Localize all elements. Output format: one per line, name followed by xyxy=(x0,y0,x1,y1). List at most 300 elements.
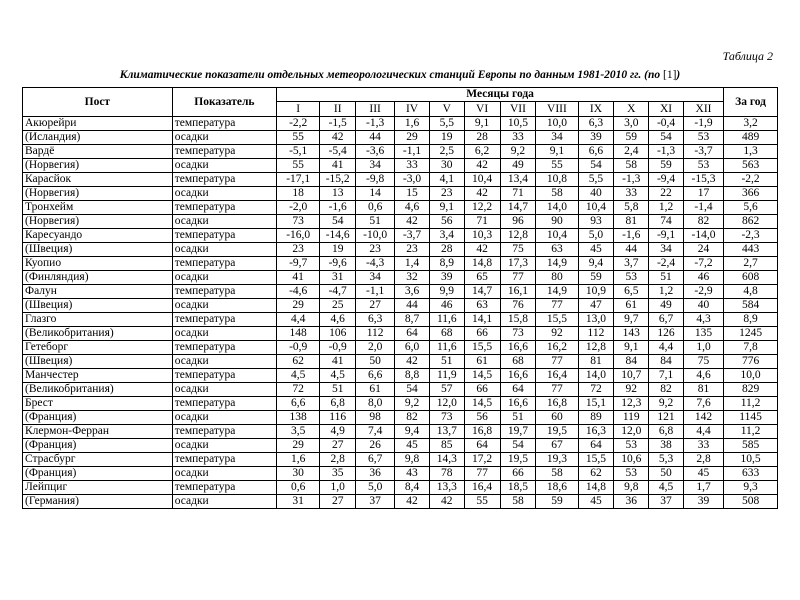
month-value-cell: 37 xyxy=(356,495,395,509)
month-value-cell: 10,7 xyxy=(614,369,649,383)
month-value-cell: 13,3 xyxy=(429,481,464,495)
station-name: Манчестер xyxy=(23,369,173,383)
year-value-cell: 2,7 xyxy=(724,257,778,271)
table-row xyxy=(23,467,778,481)
month-value-cell: 80 xyxy=(536,271,578,285)
year-value-cell: 11,2 xyxy=(724,425,778,439)
month-value-cell: 11,9 xyxy=(429,369,464,383)
month-value-cell: 53 xyxy=(683,159,723,173)
caption-reference: [1] xyxy=(662,69,677,81)
month-value-cell: 6,2 xyxy=(464,145,500,159)
caption-text: Климатические показатели отдельных метеорологических станций Европы по данным 1981-2010 гг. (по xyxy=(119,69,663,81)
month-value-cell: 60 xyxy=(536,411,578,425)
month-value-cell: -3,7 xyxy=(395,229,430,243)
month-value-cell: 33 xyxy=(395,159,430,173)
month-value-cell: 12,3 xyxy=(614,397,649,411)
month-value-cell: -2,0 xyxy=(277,201,320,215)
table-row xyxy=(23,299,778,313)
month-value-cell: 50 xyxy=(649,467,684,481)
month-value-cell: 96 xyxy=(500,215,536,229)
month-value-cell: 39 xyxy=(429,271,464,285)
month-value-cell: 23 xyxy=(429,187,464,201)
year-value-cell: 1245 xyxy=(724,327,778,341)
table-caption xyxy=(0,69,800,81)
header-month: V xyxy=(429,102,464,117)
indicator-cell: осадки xyxy=(172,327,276,341)
station-name: Клермон-Ферран xyxy=(23,425,173,439)
month-value-cell: 4,3 xyxy=(683,313,723,327)
table-row xyxy=(23,481,778,495)
month-value-cell: 23 xyxy=(395,243,430,257)
table-row xyxy=(23,201,778,215)
month-value-cell: 65 xyxy=(464,271,500,285)
month-value-cell: 19,5 xyxy=(500,453,536,467)
month-value-cell: 41 xyxy=(320,159,356,173)
month-value-cell: 1,0 xyxy=(320,481,356,495)
month-value-cell: 16,6 xyxy=(500,397,536,411)
month-value-cell: 12,8 xyxy=(500,229,536,243)
month-value-cell: 77 xyxy=(536,383,578,397)
month-value-cell: 27 xyxy=(320,495,356,509)
month-value-cell: 33 xyxy=(614,187,649,201)
month-value-cell: 74 xyxy=(649,215,684,229)
table-row xyxy=(23,173,778,187)
month-value-cell: 10,4 xyxy=(578,201,614,215)
month-value-cell: 64 xyxy=(464,439,500,453)
month-value-cell: 28 xyxy=(429,243,464,257)
header-month: IX xyxy=(578,102,614,117)
month-value-cell: 77 xyxy=(536,355,578,369)
month-value-cell: 10,8 xyxy=(536,173,578,187)
month-value-cell: 45 xyxy=(578,495,614,509)
month-value-cell: 27 xyxy=(320,439,356,453)
month-value-cell: -14,6 xyxy=(320,229,356,243)
month-value-cell: -0,9 xyxy=(320,341,356,355)
month-value-cell: 47 xyxy=(578,299,614,313)
header-indicator: Показатель xyxy=(172,88,276,117)
month-value-cell: 15,5 xyxy=(464,341,500,355)
month-value-cell: 62 xyxy=(578,467,614,481)
table-row xyxy=(23,495,778,509)
indicator-cell: осадки xyxy=(172,439,276,453)
station-name: Карасйок xyxy=(23,173,173,187)
table-row xyxy=(23,439,778,453)
month-value-cell: 51 xyxy=(320,383,356,397)
month-value-cell: 6,8 xyxy=(649,425,684,439)
month-value-cell: 14,1 xyxy=(464,313,500,327)
month-value-cell: 14,8 xyxy=(578,481,614,495)
month-value-cell: 6,3 xyxy=(356,313,395,327)
month-value-cell: 3,0 xyxy=(614,117,649,131)
month-value-cell: 45 xyxy=(395,439,430,453)
month-value-cell: 33 xyxy=(683,439,723,453)
month-value-cell: 9,8 xyxy=(614,481,649,495)
month-value-cell: 14,9 xyxy=(536,285,578,299)
month-value-cell: 39 xyxy=(683,495,723,509)
month-value-cell: 58 xyxy=(614,159,649,173)
month-value-cell: 13,7 xyxy=(429,425,464,439)
month-value-cell: -4,6 xyxy=(277,285,320,299)
table-row xyxy=(23,229,778,243)
table-number-label: Таблица 2 xyxy=(722,49,773,63)
month-value-cell: 36 xyxy=(614,495,649,509)
indicator-cell: осадки xyxy=(172,467,276,481)
month-value-cell: 71 xyxy=(500,187,536,201)
month-value-cell: 12,0 xyxy=(614,425,649,439)
month-value-cell: 18 xyxy=(277,187,320,201)
month-value-cell: 41 xyxy=(277,271,320,285)
month-value-cell: 41 xyxy=(320,355,356,369)
station-name: Лейпциг xyxy=(23,481,173,495)
month-value-cell: 44 xyxy=(614,243,649,257)
year-value-cell: 508 xyxy=(724,495,778,509)
month-value-cell: 53 xyxy=(683,131,723,145)
month-value-cell: -3,6 xyxy=(356,145,395,159)
month-value-cell: 29 xyxy=(277,299,320,313)
month-value-cell: 15,8 xyxy=(500,313,536,327)
month-value-cell: 5,5 xyxy=(429,117,464,131)
month-value-cell: 42 xyxy=(464,243,500,257)
month-value-cell: 19,7 xyxy=(500,425,536,439)
month-value-cell: 25 xyxy=(320,299,356,313)
month-value-cell: -9,6 xyxy=(320,257,356,271)
month-value-cell: 3,5 xyxy=(277,425,320,439)
month-value-cell: 7,6 xyxy=(683,397,723,411)
month-value-cell: 8,9 xyxy=(429,257,464,271)
month-value-cell: 81 xyxy=(614,215,649,229)
month-value-cell: 32 xyxy=(395,271,430,285)
month-value-cell: 142 xyxy=(683,411,723,425)
header-month: VII xyxy=(500,102,536,117)
month-value-cell: 5,8 xyxy=(614,201,649,215)
month-value-cell: 8,8 xyxy=(395,369,430,383)
month-value-cell: 7,1 xyxy=(649,369,684,383)
table-row xyxy=(23,313,778,327)
month-value-cell: 14,9 xyxy=(536,257,578,271)
month-value-cell: 38 xyxy=(649,439,684,453)
indicator-cell: осадки xyxy=(172,411,276,425)
month-value-cell: 31 xyxy=(277,495,320,509)
month-value-cell: 18,6 xyxy=(536,481,578,495)
month-value-cell: 1,2 xyxy=(649,285,684,299)
month-value-cell: 75 xyxy=(683,355,723,369)
month-value-cell: 5,3 xyxy=(649,453,684,467)
station-name: Глазго xyxy=(23,313,173,327)
month-value-cell: -1,6 xyxy=(614,229,649,243)
year-value-cell: 8,9 xyxy=(724,313,778,327)
month-value-cell: 57 xyxy=(429,383,464,397)
table-row xyxy=(23,131,778,145)
year-value-cell: 366 xyxy=(724,187,778,201)
month-value-cell: 49 xyxy=(500,159,536,173)
month-value-cell: 16,8 xyxy=(464,425,500,439)
month-value-cell: 6,0 xyxy=(395,341,430,355)
month-value-cell: 72 xyxy=(578,383,614,397)
month-value-cell: 62 xyxy=(277,355,320,369)
header-month: III xyxy=(356,102,395,117)
month-value-cell: 2,8 xyxy=(320,453,356,467)
month-value-cell: 3,4 xyxy=(429,229,464,243)
header-month: IV xyxy=(395,102,430,117)
indicator-cell: осадки xyxy=(172,299,276,313)
climate-table xyxy=(22,87,778,509)
month-value-cell: 77 xyxy=(464,467,500,481)
month-value-cell: 67 xyxy=(536,439,578,453)
indicator-cell: температура xyxy=(172,201,276,215)
table-row xyxy=(23,159,778,173)
indicator-cell: осадки xyxy=(172,271,276,285)
month-value-cell: 58 xyxy=(536,187,578,201)
header-months-group: Месяцы года xyxy=(277,88,724,102)
month-value-cell: 11,6 xyxy=(429,313,464,327)
month-value-cell: 40 xyxy=(683,299,723,313)
month-value-cell: -5,1 xyxy=(277,145,320,159)
month-value-cell: 1,0 xyxy=(683,341,723,355)
table-row xyxy=(23,327,778,341)
year-value-cell: 11,2 xyxy=(724,397,778,411)
month-value-cell: 13 xyxy=(320,187,356,201)
month-value-cell: 24 xyxy=(683,243,723,257)
month-value-cell: -4,3 xyxy=(356,257,395,271)
year-value-cell: 7,8 xyxy=(724,341,778,355)
indicator-cell: осадки xyxy=(172,131,276,145)
month-value-cell: 61 xyxy=(614,299,649,313)
month-value-cell: 9,1 xyxy=(429,201,464,215)
month-value-cell: 6,7 xyxy=(356,453,395,467)
year-value-cell: 608 xyxy=(724,271,778,285)
month-value-cell: 58 xyxy=(500,495,536,509)
station-name: Гетеборг xyxy=(23,341,173,355)
month-value-cell: 4,1 xyxy=(429,173,464,187)
indicator-cell: осадки xyxy=(172,159,276,173)
month-value-cell: 63 xyxy=(464,299,500,313)
station-country: (Великобритания) xyxy=(23,383,173,397)
month-value-cell: -7,2 xyxy=(683,257,723,271)
month-value-cell: 54 xyxy=(320,215,356,229)
month-value-cell: 1,6 xyxy=(277,453,320,467)
header-row-top xyxy=(23,88,778,102)
station-country: (Норвегия) xyxy=(23,159,173,173)
indicator-cell: осадки xyxy=(172,215,276,229)
month-value-cell: 68 xyxy=(429,327,464,341)
month-value-cell: 14,7 xyxy=(464,285,500,299)
month-value-cell: 55 xyxy=(277,159,320,173)
month-value-cell: 42 xyxy=(429,495,464,509)
indicator-cell: температура xyxy=(172,117,276,131)
year-value-cell: 862 xyxy=(724,215,778,229)
month-value-cell: 16,4 xyxy=(464,481,500,495)
month-value-cell: 85 xyxy=(429,439,464,453)
month-value-cell: 6,6 xyxy=(356,369,395,383)
month-value-cell: 66 xyxy=(464,327,500,341)
month-value-cell: 9,4 xyxy=(578,257,614,271)
year-value-cell: 584 xyxy=(724,299,778,313)
month-value-cell: 45 xyxy=(683,467,723,481)
month-value-cell: -17,1 xyxy=(277,173,320,187)
month-value-cell: 16,6 xyxy=(500,369,536,383)
month-value-cell: 72 xyxy=(277,383,320,397)
month-value-cell: 16,4 xyxy=(536,369,578,383)
month-value-cell: 82 xyxy=(683,215,723,229)
month-value-cell: 64 xyxy=(395,327,430,341)
month-value-cell: 93 xyxy=(578,215,614,229)
month-value-cell: 77 xyxy=(500,271,536,285)
month-value-cell: 2,8 xyxy=(683,453,723,467)
month-value-cell: 5,0 xyxy=(578,229,614,243)
year-value-cell: 585 xyxy=(724,439,778,453)
month-value-cell: 12,0 xyxy=(429,397,464,411)
indicator-cell: температура xyxy=(172,313,276,327)
header-month: XI xyxy=(649,102,684,117)
month-value-cell: 42 xyxy=(464,187,500,201)
table-row xyxy=(23,425,778,439)
caption-end: ) xyxy=(676,69,681,81)
month-value-cell: -2,4 xyxy=(649,257,684,271)
month-value-cell: -3,0 xyxy=(395,173,430,187)
month-value-cell: -15,3 xyxy=(683,173,723,187)
station-country: (Швеция) xyxy=(23,299,173,313)
month-value-cell: 42 xyxy=(395,495,430,509)
month-value-cell: 10,0 xyxy=(536,117,578,131)
month-value-cell: 16,6 xyxy=(500,341,536,355)
month-value-cell: 16,1 xyxy=(500,285,536,299)
month-value-cell: 16,8 xyxy=(536,397,578,411)
month-value-cell: 7,4 xyxy=(356,425,395,439)
month-value-cell: 35 xyxy=(320,467,356,481)
indicator-cell: температура xyxy=(172,229,276,243)
month-value-cell: 42 xyxy=(395,215,430,229)
station-country: (Франция) xyxy=(23,439,173,453)
month-value-cell: -1,3 xyxy=(649,145,684,159)
month-value-cell: 46 xyxy=(683,271,723,285)
indicator-cell: осадки xyxy=(172,187,276,201)
indicator-cell: температура xyxy=(172,341,276,355)
month-value-cell: 2,5 xyxy=(429,145,464,159)
month-value-cell: -1,1 xyxy=(395,145,430,159)
month-value-cell: 23 xyxy=(277,243,320,257)
month-value-cell: 135 xyxy=(683,327,723,341)
month-value-cell: 19 xyxy=(429,131,464,145)
month-value-cell: 53 xyxy=(614,271,649,285)
month-value-cell: 4,5 xyxy=(277,369,320,383)
month-value-cell: 2,0 xyxy=(356,341,395,355)
month-value-cell: 66 xyxy=(500,467,536,481)
month-value-cell: 34 xyxy=(536,131,578,145)
month-value-cell: 31 xyxy=(320,271,356,285)
month-value-cell: 143 xyxy=(614,327,649,341)
month-value-cell: 4,6 xyxy=(683,369,723,383)
month-value-cell: 42 xyxy=(320,131,356,145)
station-name: Тронхейм xyxy=(23,201,173,215)
month-value-cell: 51 xyxy=(356,215,395,229)
year-value-cell: 3,2 xyxy=(724,117,778,131)
indicator-cell: осадки xyxy=(172,243,276,257)
table-row xyxy=(23,257,778,271)
year-value-cell: 10,0 xyxy=(724,369,778,383)
year-value-cell: 563 xyxy=(724,159,778,173)
month-value-cell: 148 xyxy=(277,327,320,341)
month-value-cell: 5,0 xyxy=(356,481,395,495)
month-value-cell: -4,7 xyxy=(320,285,356,299)
indicator-cell: осадки xyxy=(172,383,276,397)
month-value-cell: 8,4 xyxy=(395,481,430,495)
month-value-cell: 98 xyxy=(356,411,395,425)
month-value-cell: 4,4 xyxy=(683,425,723,439)
month-value-cell: -3,7 xyxy=(683,145,723,159)
month-value-cell: 0,6 xyxy=(356,201,395,215)
month-value-cell: 106 xyxy=(320,327,356,341)
station-country: (Норвегия) xyxy=(23,187,173,201)
station-country: (Исландия) xyxy=(23,131,173,145)
month-value-cell: 4,4 xyxy=(649,341,684,355)
month-value-cell: 6,7 xyxy=(649,313,684,327)
month-value-cell: 34 xyxy=(356,159,395,173)
month-value-cell: 81 xyxy=(683,383,723,397)
month-value-cell: 49 xyxy=(649,299,684,313)
month-value-cell: 9,4 xyxy=(395,425,430,439)
month-value-cell: 126 xyxy=(649,327,684,341)
month-value-cell: 112 xyxy=(578,327,614,341)
month-value-cell: 90 xyxy=(536,215,578,229)
month-value-cell: 29 xyxy=(395,131,430,145)
month-value-cell: 33 xyxy=(500,131,536,145)
month-value-cell: 59 xyxy=(578,271,614,285)
month-value-cell: 6,6 xyxy=(277,397,320,411)
month-value-cell: 59 xyxy=(614,131,649,145)
indicator-cell: температура xyxy=(172,397,276,411)
table-row xyxy=(23,271,778,285)
month-value-cell: 10,9 xyxy=(578,285,614,299)
month-value-cell: 34 xyxy=(649,243,684,257)
month-value-cell: 11,6 xyxy=(429,341,464,355)
table-row xyxy=(23,453,778,467)
month-value-cell: 50 xyxy=(356,355,395,369)
month-value-cell: 56 xyxy=(429,215,464,229)
month-value-cell: 138 xyxy=(277,411,320,425)
month-value-cell: 10,5 xyxy=(500,117,536,131)
month-value-cell: 19 xyxy=(320,243,356,257)
month-value-cell: 9,2 xyxy=(395,397,430,411)
month-value-cell: 51 xyxy=(649,271,684,285)
month-value-cell: 17,2 xyxy=(464,453,500,467)
month-value-cell: 3,7 xyxy=(614,257,649,271)
month-value-cell: 10,4 xyxy=(536,229,578,243)
month-value-cell: 4,4 xyxy=(277,313,320,327)
station-name: Фалун xyxy=(23,285,173,299)
month-value-cell: 121 xyxy=(649,411,684,425)
month-value-cell: 27 xyxy=(356,299,395,313)
month-value-cell: -1,3 xyxy=(614,173,649,187)
table-row xyxy=(23,215,778,229)
month-value-cell: 18,5 xyxy=(500,481,536,495)
month-value-cell: 46 xyxy=(429,299,464,313)
month-value-cell: 9,7 xyxy=(614,313,649,327)
month-value-cell: 58 xyxy=(536,467,578,481)
month-value-cell: 61 xyxy=(464,355,500,369)
month-value-cell: 59 xyxy=(649,159,684,173)
month-value-cell: 54 xyxy=(578,159,614,173)
month-value-cell: 0,6 xyxy=(277,481,320,495)
month-value-cell: 10,6 xyxy=(614,453,649,467)
month-value-cell: 51 xyxy=(429,355,464,369)
month-value-cell: 2,4 xyxy=(614,145,649,159)
month-value-cell: -9,1 xyxy=(649,229,684,243)
month-value-cell: 14,0 xyxy=(578,369,614,383)
table-row xyxy=(23,341,778,355)
month-value-cell: 8,7 xyxy=(395,313,430,327)
month-value-cell: -1,3 xyxy=(356,117,395,131)
indicator-cell: осадки xyxy=(172,355,276,369)
